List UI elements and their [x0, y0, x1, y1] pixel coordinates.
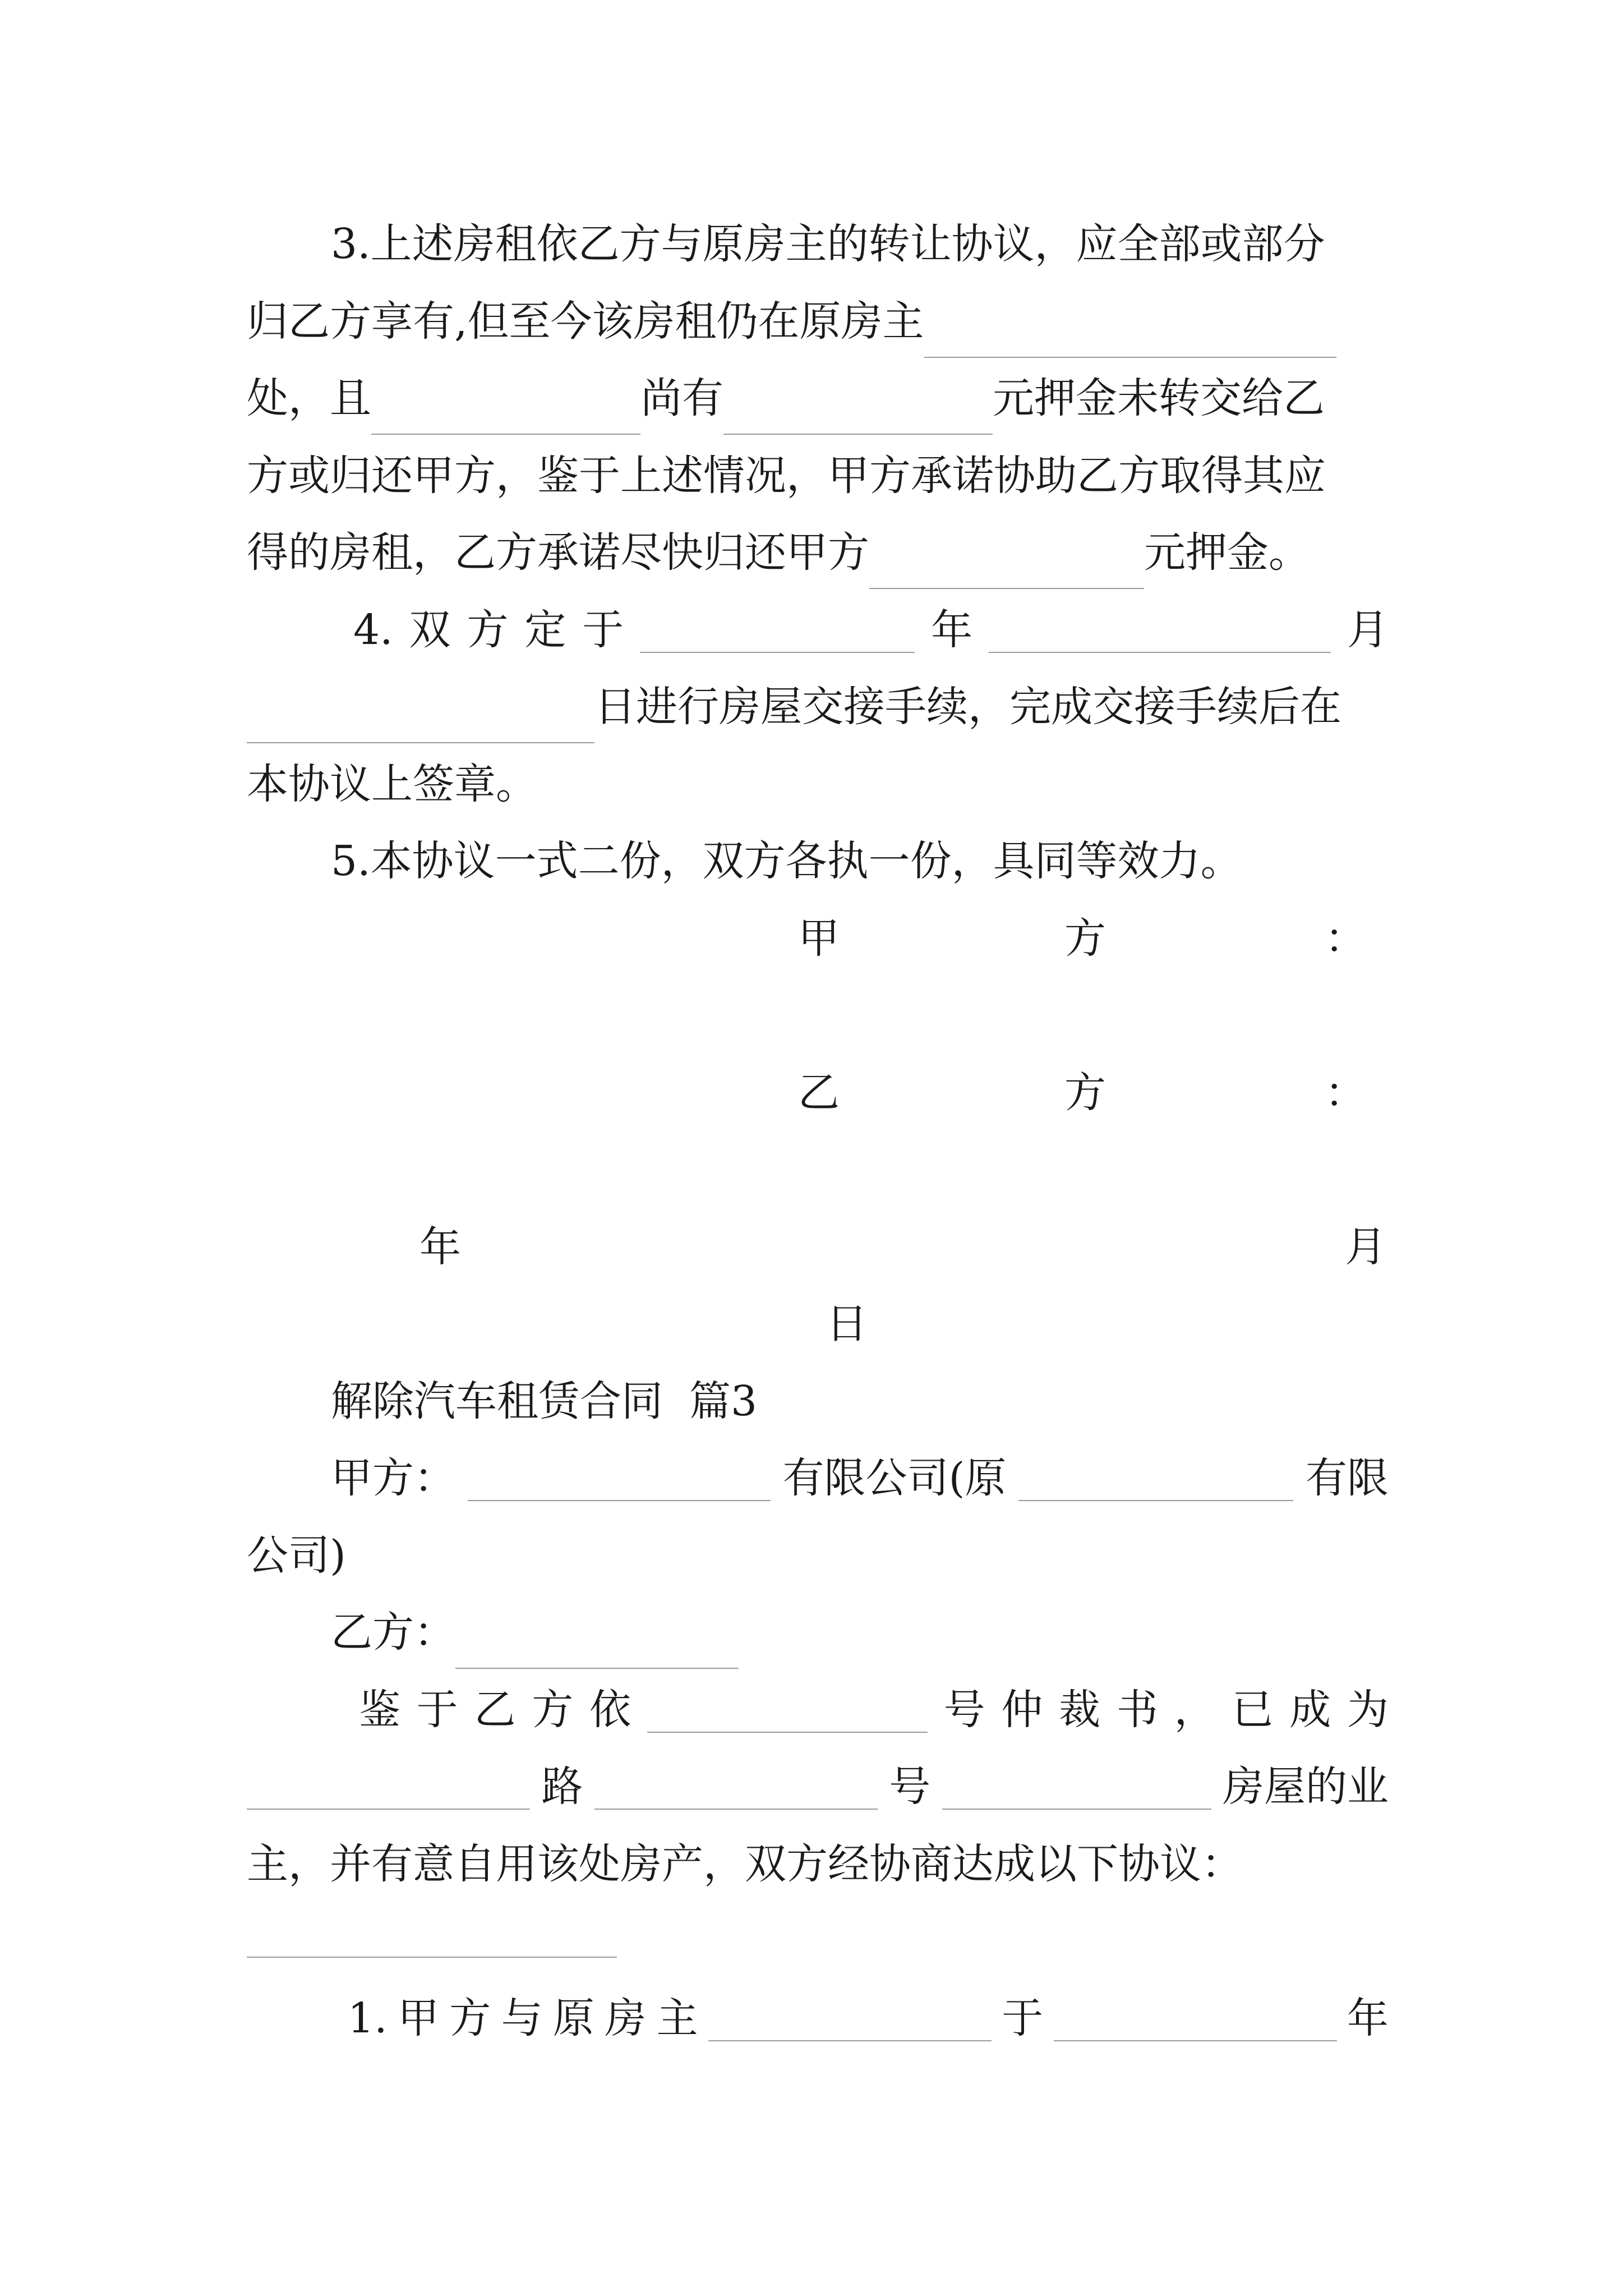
blank-line: [371, 389, 640, 435]
recital-text: 主，并有意自用该处房产，双方经协商达成以下协议：: [247, 1840, 1243, 1888]
recital-text: 房屋的业: [1222, 1763, 1389, 1811]
para3-text: 元押金未转交给乙: [993, 374, 1325, 422]
recital-text: 号: [889, 1763, 931, 1811]
recital-line1: [247, 1673, 1389, 1746]
party-a-line1: [247, 1442, 1389, 1515]
blank-line: [647, 1687, 928, 1733]
item1-char: 主: [656, 1994, 698, 2042]
recital-line3: [247, 1828, 1389, 1901]
party-a-sign-char: ：: [1325, 914, 1366, 963]
para5-line: [247, 825, 1389, 898]
para3-line3: [247, 362, 1389, 435]
party-b-sign-char: 乙: [798, 1069, 840, 1117]
blank-line: [247, 697, 594, 743]
item1-char: 方: [449, 1994, 491, 2042]
recital-char: 号: [943, 1686, 985, 1734]
para3-text: 方或归还甲方，鉴于上述情况，甲方承诺协助乙方取得其应: [247, 452, 1326, 500]
para4-char: 方: [467, 606, 509, 654]
sign-date-month: 月: [1345, 1223, 1386, 1271]
party-b-sign-char: ：: [1325, 1069, 1366, 1117]
recital-char: 裁: [1059, 1686, 1101, 1734]
recital-char: 乙: [474, 1686, 516, 1734]
blank-line: [640, 607, 915, 653]
item1-char: 原: [552, 1994, 594, 2042]
blank-line: [1054, 1995, 1337, 2041]
para3-line1: [247, 208, 1389, 280]
party-a-line2: [247, 1519, 1389, 1592]
blank-line: [247, 1957, 617, 1958]
recital-line2: [247, 1750, 1389, 1823]
para4-line1: [247, 593, 1389, 666]
para4-line3: [247, 748, 1389, 821]
blank-line: [247, 1764, 530, 1810]
recital-char: 依: [589, 1686, 631, 1734]
party-a-sign-char: 方: [1064, 914, 1106, 963]
para3-line5: [247, 516, 1389, 589]
party-a-text: 有限: [1306, 1454, 1389, 1502]
party-a-label: 甲方：: [331, 1454, 455, 1502]
item1-char: 于: [1002, 1994, 1044, 2042]
party-b-label: 乙方：: [331, 1608, 455, 1657]
para3-text: 尚有: [640, 374, 723, 422]
recital-char: 方: [532, 1686, 574, 1734]
blank-line: [924, 312, 1336, 358]
item1-char: 年: [1347, 1994, 1389, 2042]
para3-text: 得的房租，乙方承诺尽快归还甲方: [247, 528, 869, 577]
blank-line: [594, 1764, 878, 1810]
blank-line: [942, 1764, 1211, 1810]
para4-char: 双: [409, 606, 451, 654]
para4-char: 于: [582, 606, 624, 654]
para3-text: 元押金。: [1144, 528, 1310, 577]
party-b-sign-char: 方: [1064, 1069, 1106, 1117]
recital-char: ，: [1174, 1686, 1216, 1734]
para4-text: 本协议上签章。: [247, 760, 537, 808]
recital-char: 成: [1289, 1686, 1331, 1734]
blank-line: [989, 607, 1331, 653]
item1-char: 与: [501, 1994, 543, 2042]
para4-char: 月: [1347, 606, 1389, 654]
recital-char: 鉴: [359, 1686, 400, 1734]
para4-char: 4.: [353, 606, 393, 654]
item1-char: 1.: [348, 1994, 388, 2042]
sign-date-day: 日: [826, 1300, 868, 1348]
para4-line2: [247, 670, 1389, 743]
recital-char: 于: [416, 1686, 458, 1734]
sign-date-year: 年: [419, 1223, 461, 1271]
party-a-text: 有限公司(原: [782, 1454, 1007, 1502]
recital-char: 书: [1116, 1686, 1158, 1734]
party-a-sign-char: 甲: [798, 914, 840, 963]
para3-line2: [247, 285, 1389, 358]
section-title-text: 解除汽车租赁合同 篇3: [331, 1377, 758, 1425]
item1-line1: [247, 1982, 1389, 2055]
section-title: [247, 1365, 1389, 1438]
recital-char: 仲: [1001, 1686, 1043, 1734]
blank-line: [708, 1995, 992, 2041]
para3-text: 归乙方享有,但至今该房租仍在原房主: [247, 297, 924, 346]
para4-char: 年: [931, 606, 973, 654]
recital-char: 为: [1347, 1686, 1389, 1734]
para3-text: 处，且: [247, 374, 371, 422]
blank-line: [1018, 1455, 1293, 1501]
para4-char: 定: [524, 606, 566, 654]
blank-line: [455, 1623, 739, 1669]
party-b-line: [247, 1596, 1389, 1669]
para3-line4: [247, 439, 1389, 512]
blank-line: [869, 543, 1144, 589]
blank-line: [723, 389, 993, 435]
blank-line: [468, 1455, 771, 1501]
para4-text: 日进行房屋交接手续，完成交接手续后在: [594, 683, 1341, 731]
para5-text: 5.本协议一式二份，双方各执一份，具同等效力。: [331, 837, 1242, 885]
recital-char: 已: [1232, 1686, 1274, 1734]
party-a-text: 公司): [247, 1531, 346, 1580]
para3-text: 3.上述房租依乙方与原房主的转让协议，应全部或部分: [331, 220, 1325, 268]
item1-char: 甲: [397, 1994, 439, 2042]
item1-char: 房: [605, 1994, 647, 2042]
recital-text: 路: [541, 1763, 583, 1811]
